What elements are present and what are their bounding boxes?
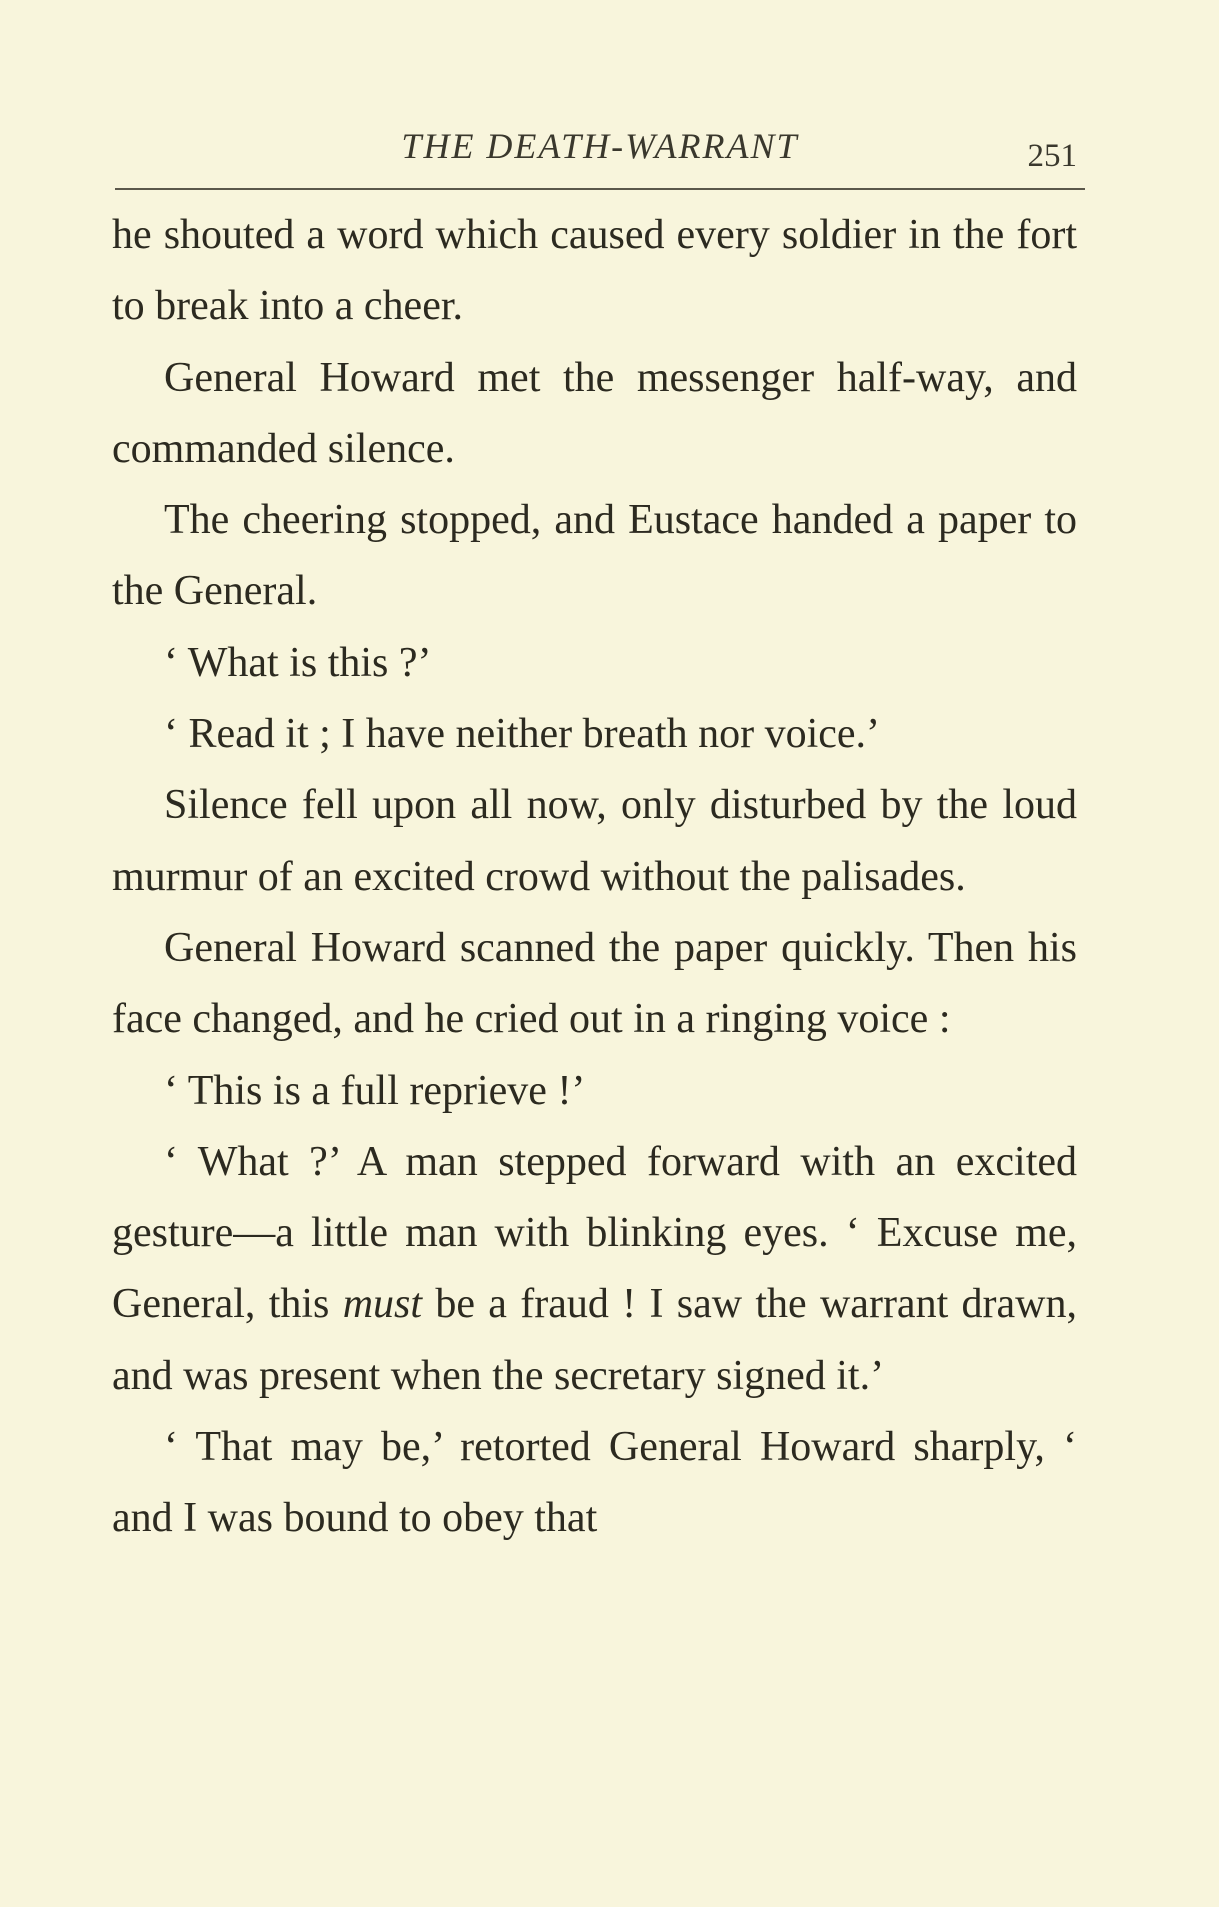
body-text [112, 200, 1077, 1555]
paragraph: Silence fell upon all now, only disturbed by the loud murmur of an excited crowd without the palisades. [112, 782, 1077, 900]
paragraph: The cheering stopped, and Eustace handed a paper to the General. [112, 497, 1077, 615]
paragraph-text: be a fraud ! I saw the warrant drawn, and was present when the secretary signed it.’ [112, 1281, 1077, 1399]
paragraph: General Howard scanned the paper quickly. Then his face changed, and he cried out in a ringing voice : [112, 924, 1077, 1043]
running-title: THE DEATH-WARRANT [401, 126, 799, 166]
running-head [115, 122, 1085, 190]
paragraph: he shouted a word which caused every soldier in the fort to break into a cheer. [112, 212, 1077, 330]
paragraph: ‘ This is a full reprieve !’ [164, 1067, 586, 1114]
paragraph [112, 1127, 1077, 1412]
emphasized-word: must [342, 1281, 423, 1328]
paragraph: General Howard met the messenger half-way, and commanded silence. [112, 354, 1077, 472]
paragraph: ‘ That may be,’ retorted General Howard sharply, ‘ and I was bound to obey that [112, 1424, 1077, 1542]
paragraph: ‘ What is this ?’ [164, 639, 432, 686]
paragraph-text: ‘ What ?’ A man stepped forward with an excited gesture—a little man with blinking eyes. ‘ Excuse me, General, this [112, 1138, 1077, 1328]
page-number: 251 [1027, 138, 1077, 174]
paragraph: ‘ Read it ; I have neither breath nor voice.’ [164, 711, 881, 758]
